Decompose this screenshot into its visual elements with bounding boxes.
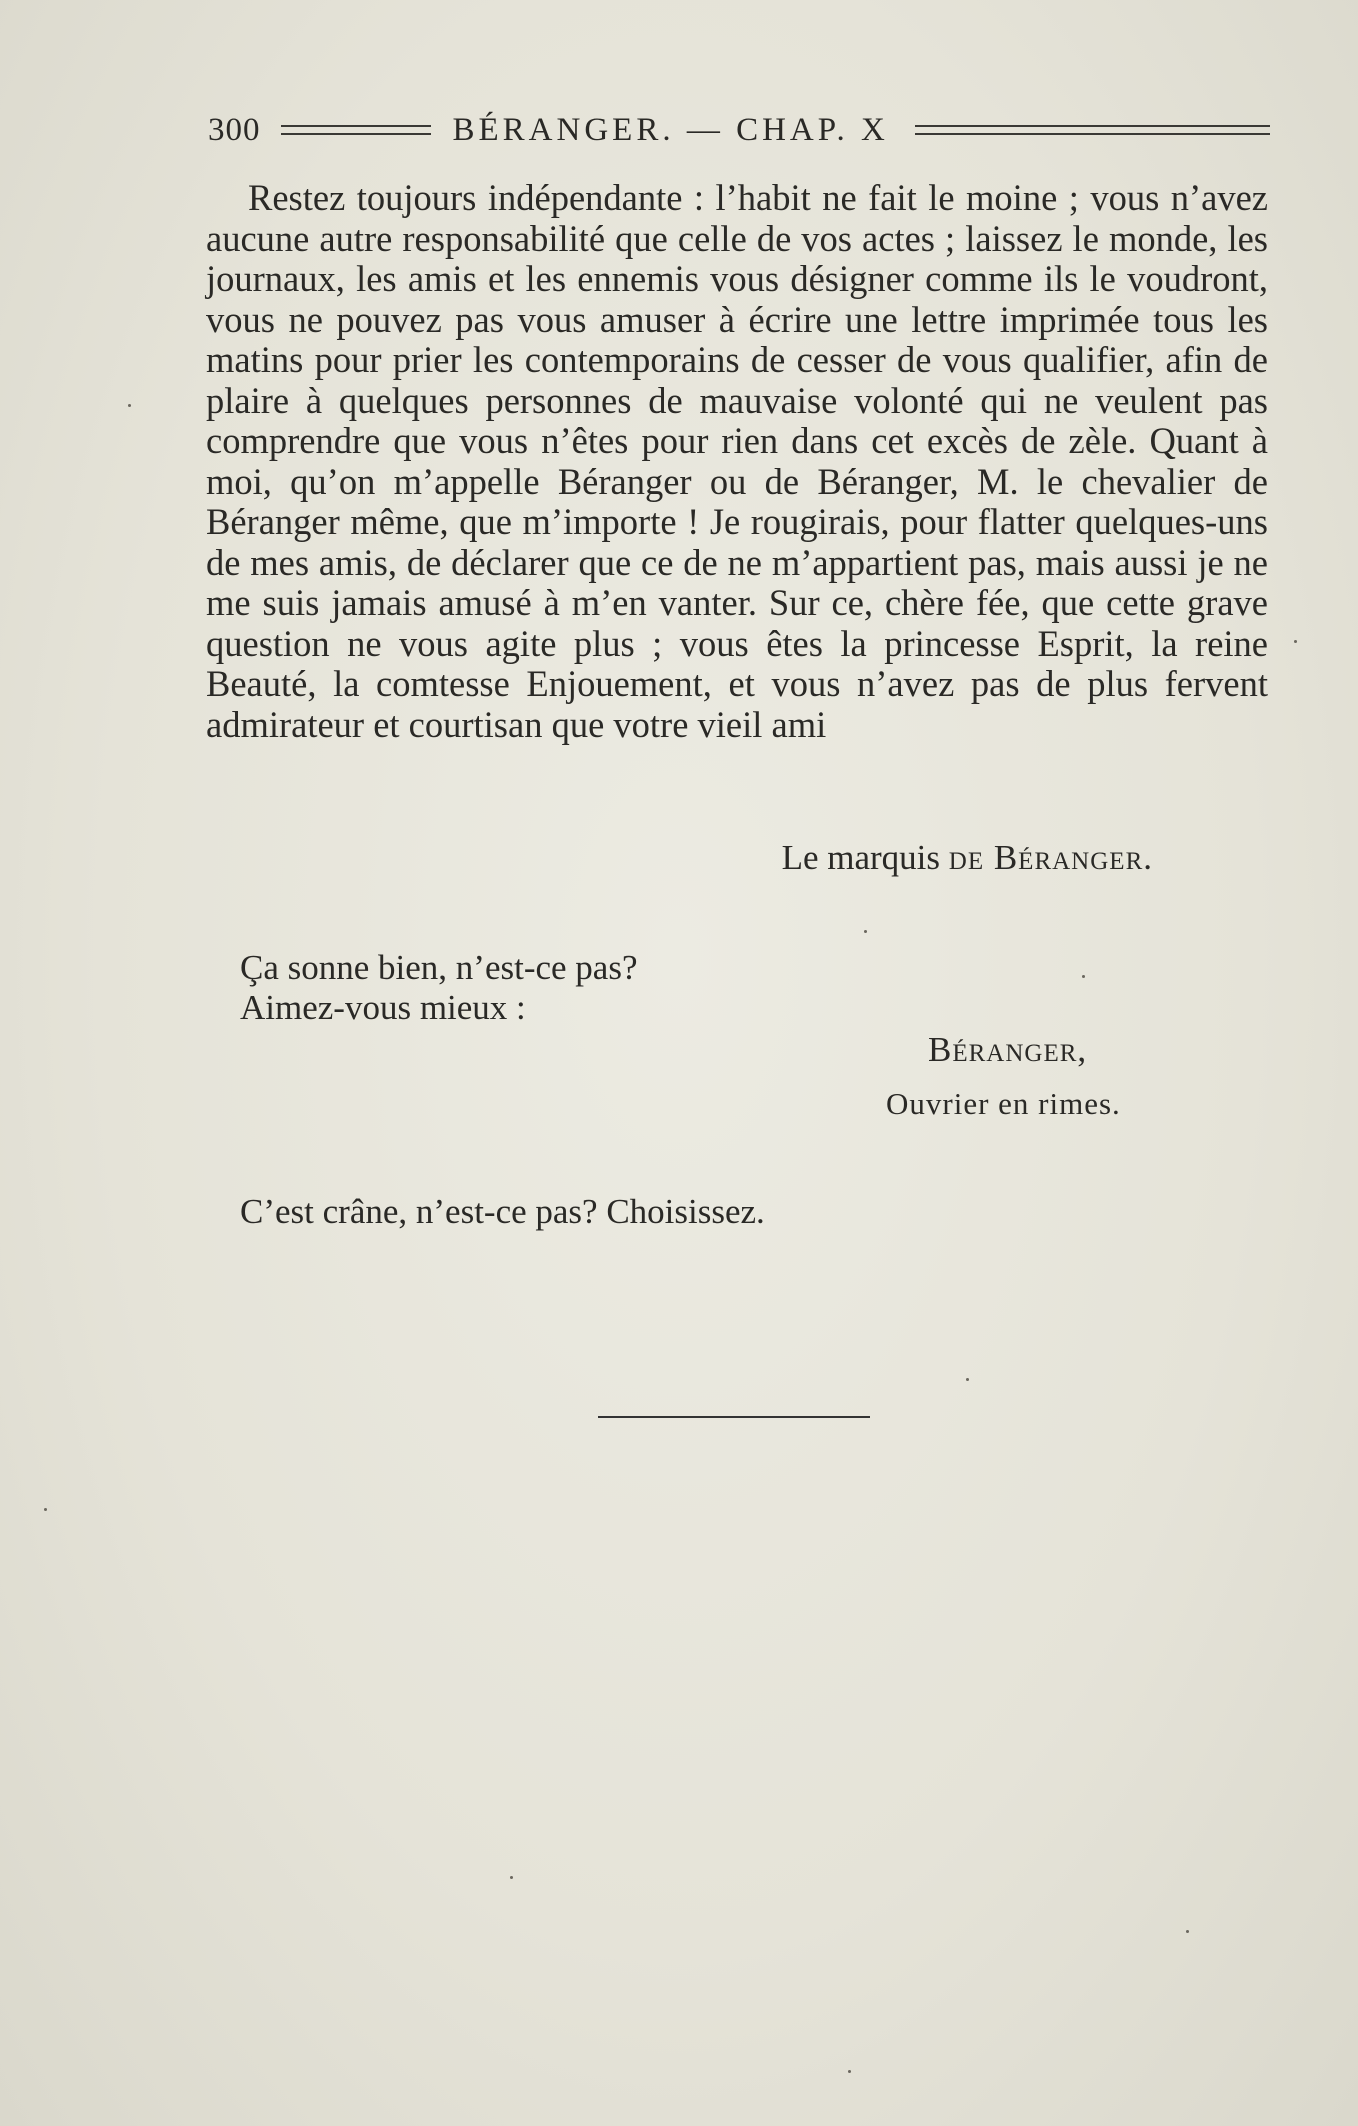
header-rule-left	[281, 125, 431, 135]
signature-name: de Béranger.	[948, 838, 1153, 877]
paper-speck	[510, 1876, 513, 1879]
running-title: BÉRANGER. — CHAP. X	[452, 111, 889, 148]
paper-speck	[44, 1508, 47, 1511]
section-separator-rule	[598, 1416, 870, 1418]
remark-line-1: Ça sonne bien, n’est-ce pas?	[240, 948, 638, 987]
header-rule-right	[915, 125, 1270, 135]
paper-speck	[128, 404, 131, 407]
closing-remark: C’est crâne, n’est-ce pas? Choisissez.	[240, 1192, 765, 1231]
paper-speck	[848, 2070, 851, 2073]
letter-signature	[782, 838, 1153, 878]
letter-paragraph: Restez toujours indépendante : l’habit ne fait le moine ; vous n’avez aucune autre responsabilité que celle de vos actes ; laissez le monde, les journaux, les amis et les ennemis vous désigner comme ils le voudront, vous ne pouvez pas vous amuser à écrire une lettre imprimée tous les matins pour prier les contemporains de cesser de vous qualifier, afin de plaire à quelques personnes de mauvaise volonté qui ne veulent pas comprendre que vous n’êtes pour rien dans cet excès de zèle. Quant à moi, qu’on m’appelle Béranger ou de Béranger, M. le chevalier de Béranger même, que m’importe ! Je rougirais, pour flatter quelques-uns de mes amis, de déclarer que ce de ne m’appartient pas, mais aussi je ne me suis jamais amusé à m’en vanter. Sur ce, chère fée, que cette grave question ne vous agite plus ; vous êtes la princesse Esprit, la reine Beauté, la comtesse Enjouement, et vous n’avez pas de plus fervent admirateur et courtisan que votre vieil ami	[206, 177, 1268, 745]
alternative-signature-name: Béranger,	[928, 1030, 1088, 1069]
paper-speck	[864, 930, 867, 933]
paper-speck	[1186, 1930, 1189, 1933]
paper-speck	[966, 1378, 969, 1381]
paper-speck	[1294, 640, 1297, 643]
page-number: 300	[208, 111, 261, 148]
signature-prefix: Le marquis	[781, 838, 949, 877]
running-header	[208, 105, 1270, 155]
alternative-signature-title: Ouvrier en rimes.	[886, 1086, 1121, 1121]
remark-line-2: Aimez-vous mieux :	[240, 988, 526, 1027]
paper-speck	[1082, 975, 1085, 978]
